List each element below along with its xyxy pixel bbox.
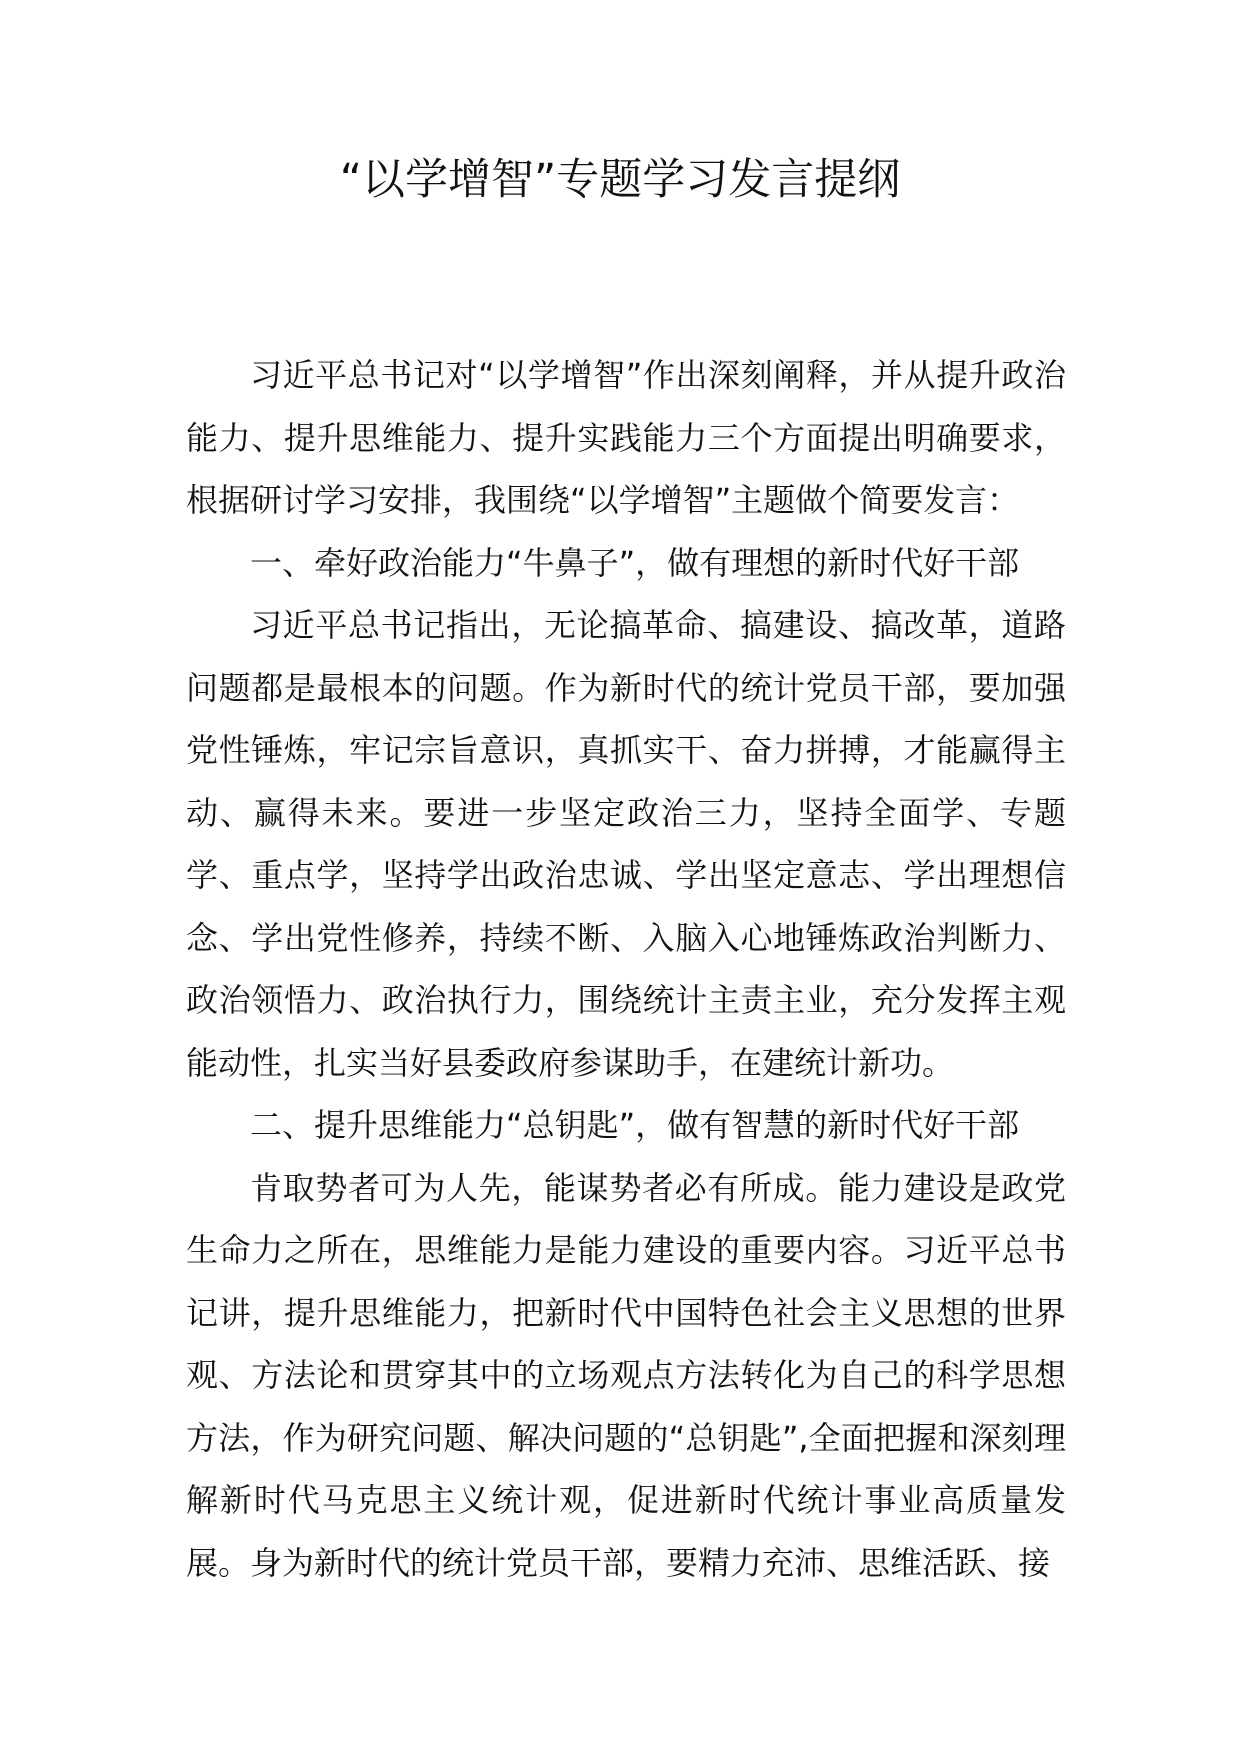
paragraph-section-1: 习近平总书记指出，无论搞革命、搞建设、搞改革，道路问题都是最根本的问题。作为新时代的统计党员干部，要加强党性锤炼，牢记宗旨意识，真抓实干、奋力拼搏，才能赢得主动、赢得未来。要进一步坚定政治三力，坚持全面学、专题学、重点学，坚持学出政治忠诚、学出坚定意志、学出理想信念、学出党性修养，持续不断、入脑入心地锤炼政治判断力、政治领悟力、政治执行力，围绕统计主责主业，充分发挥主观能动性，扎实当好县委政府参谋助手，在建统计新功。 [186, 606, 1066, 1082]
section-heading-2: 二、提升思维能力“总钥匙”，做有智慧的新时代好干部 [250, 1106, 1020, 1144]
document-body [186, 344, 1066, 1594]
section-heading-1: 一、牵好政治能力“牛鼻子”，做有理想的新时代好干部 [250, 543, 1020, 582]
paragraph-intro: 习近平总书记对“以学增智”作出深刻阐释，并从提升政治能力、提升思维能力、提升实践能力三个方面提出明确要求，根据研讨学习安排，我围绕“以学增智”主题做个简要发言： [186, 356, 1066, 519]
paragraph-section-2: 肯取势者可为人先，能谋势者必有所成。能力建设是政党生命力之所在，思维能力是能力建设的重要内容。习近平总书记讲，提升思维能力，把新时代中国特色社会主义思想的世界观、方法论和贯穿其中的立场观点方法转化为自己的科学思想方法，作为研究问题、解决问题的“总钥匙”,全面把握和深刻理解新时代马克思主义统计观，促进新时代统计事业高质量发展。身为新时代的统计党员干部，要精力充沛、思维活跃、接 [186, 1168, 1066, 1582]
document-title: “以学增智”专题学习发言提纲 [339, 155, 901, 205]
